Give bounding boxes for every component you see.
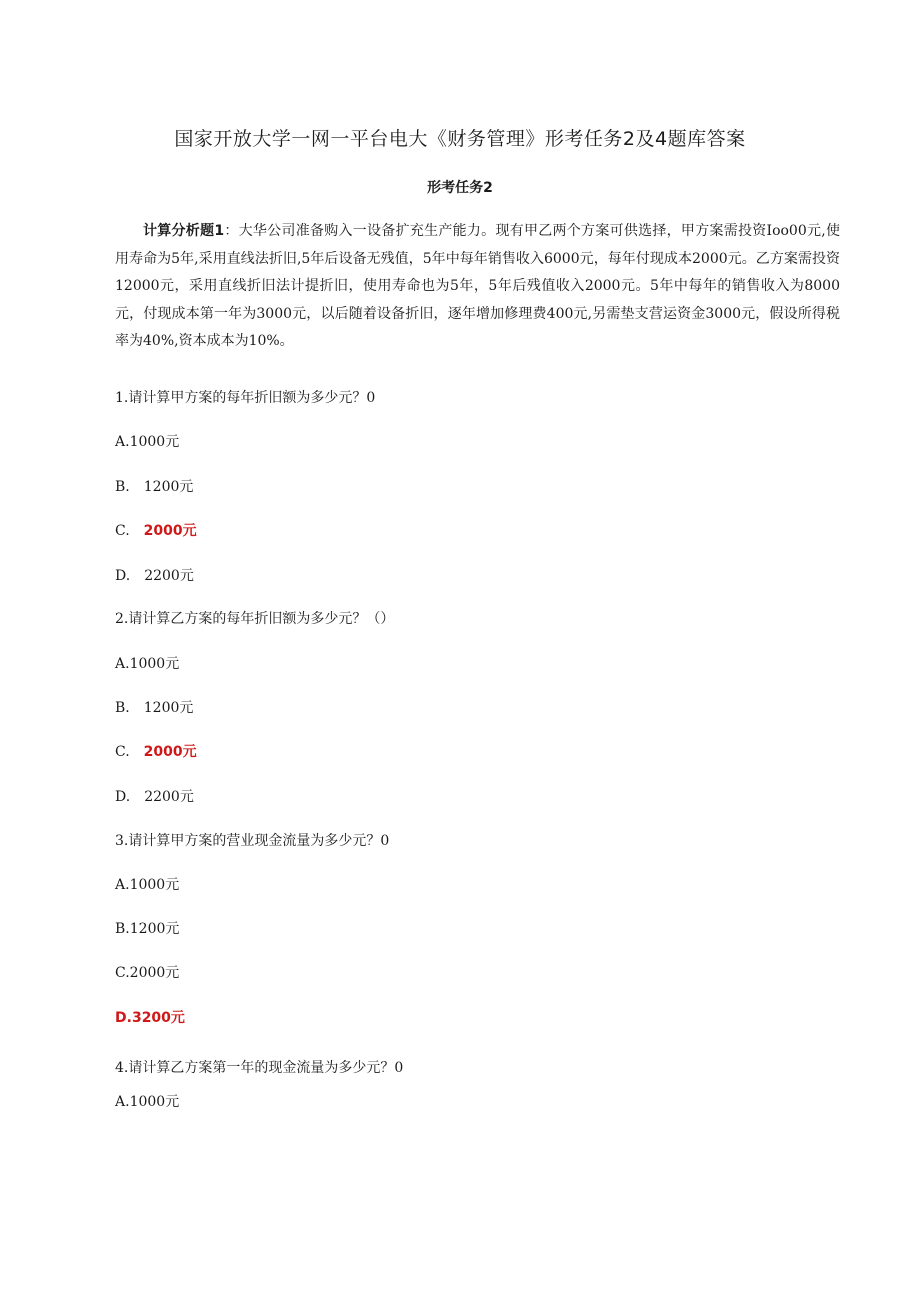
q3-option-b xyxy=(115,918,179,938)
option-prefix: D. xyxy=(115,789,131,805)
q4-option-a xyxy=(115,1091,179,1111)
section-title: 形考任务2 xyxy=(427,180,493,196)
option-value: 1000元 xyxy=(129,656,180,672)
problem-label: 计算分析题1 xyxy=(143,223,225,239)
option-value: 1000元 xyxy=(129,877,180,893)
option-value: 1000元 xyxy=(129,1094,180,1110)
option-value: 1200元 xyxy=(129,921,180,937)
option-value: 1200元 xyxy=(143,479,194,495)
option-value: 2200元 xyxy=(144,789,194,805)
q2-option-b xyxy=(115,697,193,717)
option-value: 1200元 xyxy=(143,700,194,716)
question-2: 2.请计算乙方案的每年折旧额为多少元？（） xyxy=(115,611,395,627)
option-value: 2200元 xyxy=(144,568,194,584)
q3-option-c xyxy=(115,962,179,982)
q1-option-a xyxy=(115,431,179,451)
option-value: 2000元 xyxy=(129,965,180,981)
q2-option-c xyxy=(115,741,197,761)
option-value: 1000元 xyxy=(129,434,180,450)
q2-option-d xyxy=(115,786,194,806)
option-prefix: A. xyxy=(115,877,130,893)
q1-option-d xyxy=(115,565,194,585)
option-prefix: A. xyxy=(115,1094,130,1110)
question-1: 1.请计算甲方案的每年折旧额为多少元？0 xyxy=(115,390,376,406)
correct-answer: 2000元 xyxy=(143,744,197,760)
option-prefix: A. xyxy=(115,656,130,672)
option-prefix: C. xyxy=(115,523,130,539)
problem-statement xyxy=(115,218,840,356)
correct-answer: 3200元 xyxy=(131,1010,185,1026)
question-4: 4.请计算乙方案第一年的现金流量为多少元？0 xyxy=(115,1060,404,1076)
option-prefix: C. xyxy=(115,744,130,760)
q3-option-a xyxy=(115,874,179,894)
option-prefix: D. xyxy=(115,1010,132,1026)
option-prefix: C. xyxy=(115,965,130,981)
q1-option-b xyxy=(115,476,193,496)
option-prefix: B. xyxy=(115,700,130,716)
q1-option-c xyxy=(115,520,197,540)
question-3: 3.请计算甲方案的营业现金流量为多少元？0 xyxy=(115,833,390,849)
option-prefix: D. xyxy=(115,568,131,584)
q2-option-a xyxy=(115,653,179,673)
q3-option-d xyxy=(115,1007,185,1027)
problem-text: ：大华公司准备购入一设备扩充生产能力。现有甲乙两个方案可供选择，甲方案需投资Ioo00元,使用寿命为5年,采用直线法折旧,5年后设备无残值，5年中每年销售收入6000元，每年付现成本2000元。乙方案需投资12000元，采用直线折旧法计提折旧，使用寿命也为5年，5年后残值收入2000元。5年中每年的销售收入为8000元，付现成本第一年为3000元，以后随着设备折旧，逐年增加修理费400元,另需垫支营运资金3000元，假设所得税率为40%,资本成本为10%。 xyxy=(115,223,840,349)
option-prefix: A. xyxy=(115,434,130,450)
option-prefix: B. xyxy=(115,921,130,937)
correct-answer: 2000元 xyxy=(143,523,197,539)
document-title: 国家开放大学一网一平台电大《财务管理》形考任务2及4题库答案 xyxy=(174,128,746,150)
option-prefix: B. xyxy=(115,479,130,495)
